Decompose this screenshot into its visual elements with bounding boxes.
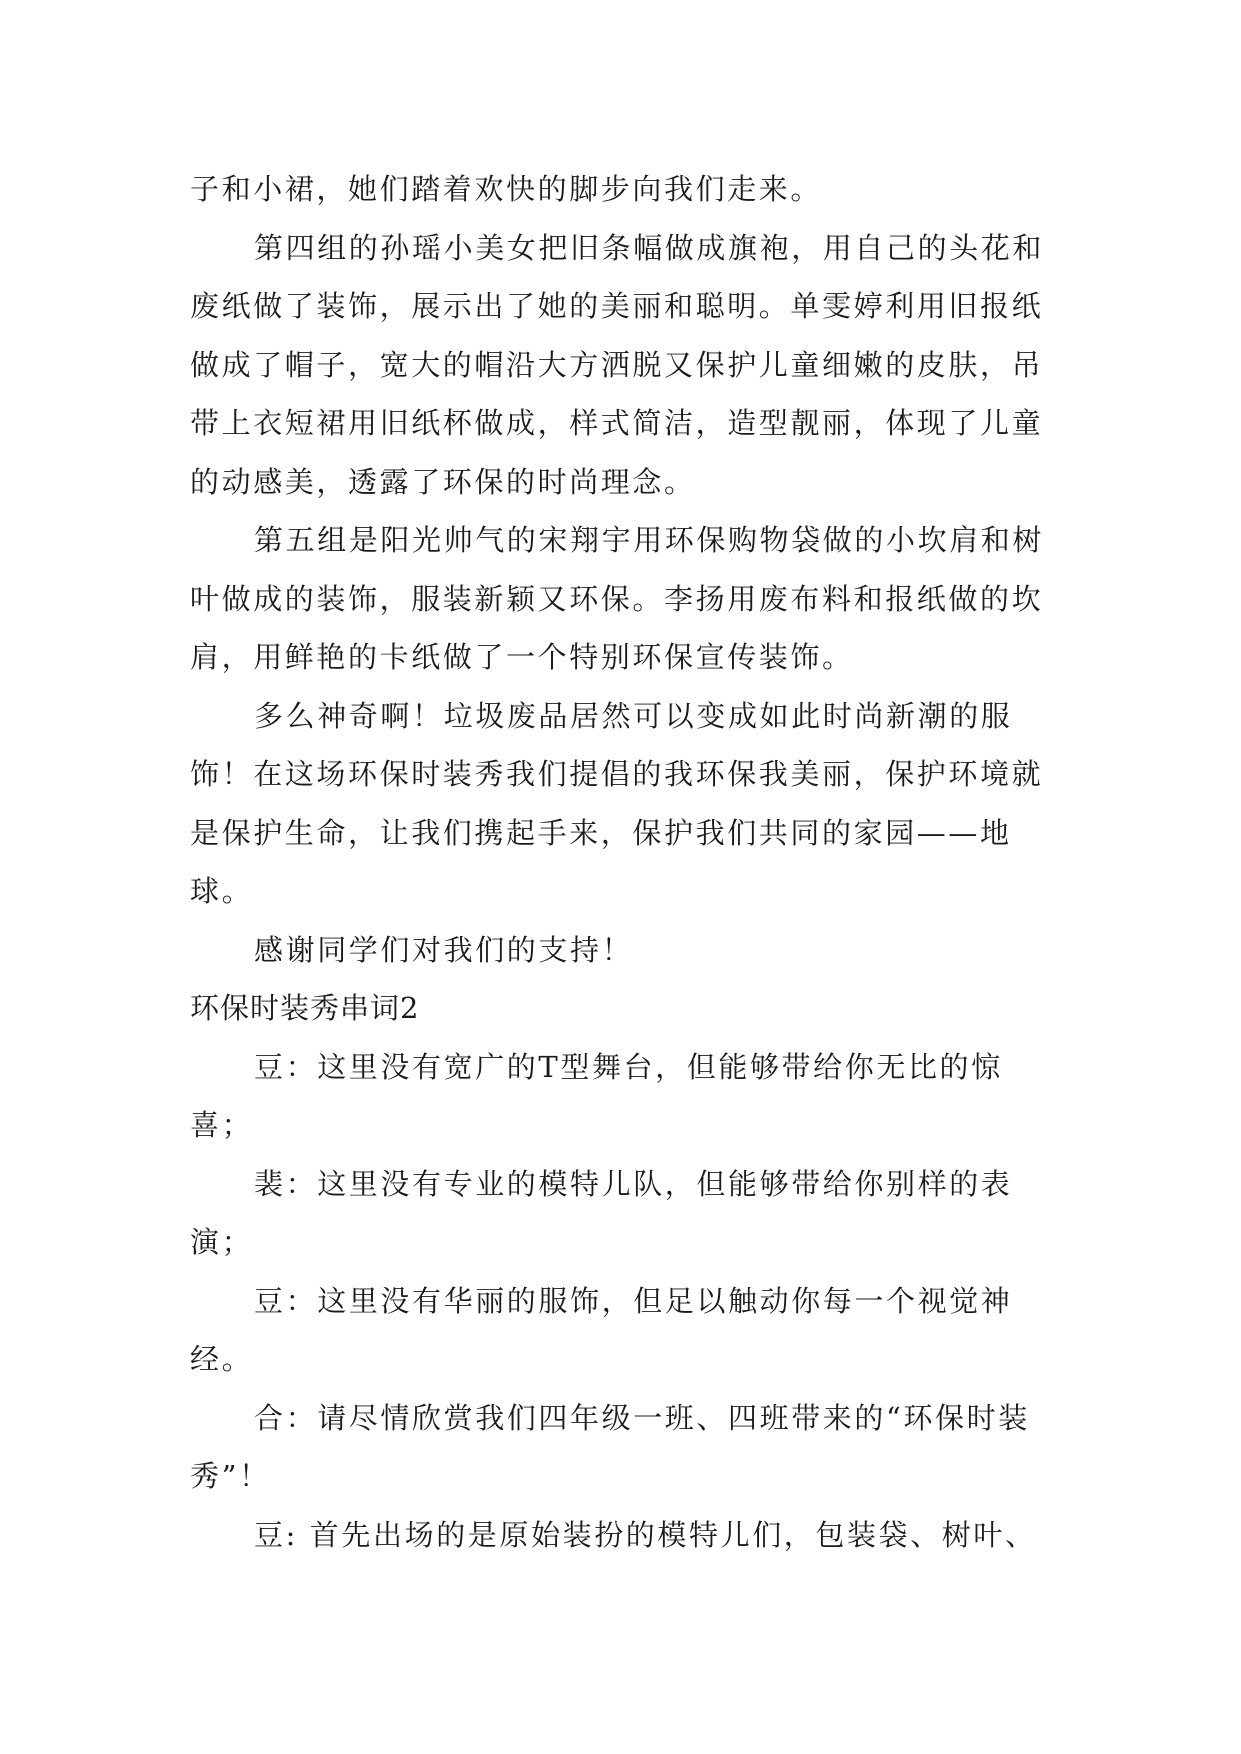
paragraph-conclusion: 多么神奇啊！垃圾废品居然可以变成如此时尚新潮的服饰！在这场环保时装秀我们提倡的我环保我美丽，保护环境就是保护生命，让我们携起手来，保护我们共同的家园——地球。 [190,698,1044,908]
paragraph-continuation: 子和小裙，她们踏着欢快的脚步向我们走来。 [190,172,823,206]
script-line: 裴：这里没有专业的模特儿队，但能够带给你别样的表演； [190,1166,1013,1259]
paragraph-group-five: 第五组是阳光帅气的宋翔宇用环保购物袋做的小坎肩和树叶做成的装饰，服装新颖又环保。李扬用废布料和报纸做的坎肩，用鲜艳的卡纸做了一个特别环保宣传装饰。 [190,523,1045,674]
script-line: 合：请尽情欣赏我们四年级一班、四班带来的“环保时装秀”！ [190,1400,1030,1493]
paragraph-group-four: 第四组的孙瑶小美女把旧条幅做成旗袍，用自己的头花和废纸做了装饰，展示出了她的美丽和聪明。单雯婷利用旧报纸做成了帽子，宽大的帽沿大方洒脱又保护儿童细嫩的皮肤，吊带上衣短裙用旧纸杯做成，样式简洁，造型靓丽，体现了儿童的动感美，透露了环保的时尚理念。 [190,230,1045,499]
script-line: 豆: 首先出场的是原始装扮的模特儿们，包装袋、树叶、 [254,1517,1037,1552]
paragraph-thanks: 感谢同学们对我们的支持！ [254,932,634,967]
section-title: 环保时装秀串词2 [190,991,420,1025]
script-line: 豆：这里没有宽广的T型舞台，但能够带给你无比的惊喜； [190,1049,1003,1142]
script-line: 豆：这里没有华丽的服饰，但足以触动你每一个视觉神经。 [190,1283,1013,1376]
document-body [190,160,1050,1564]
